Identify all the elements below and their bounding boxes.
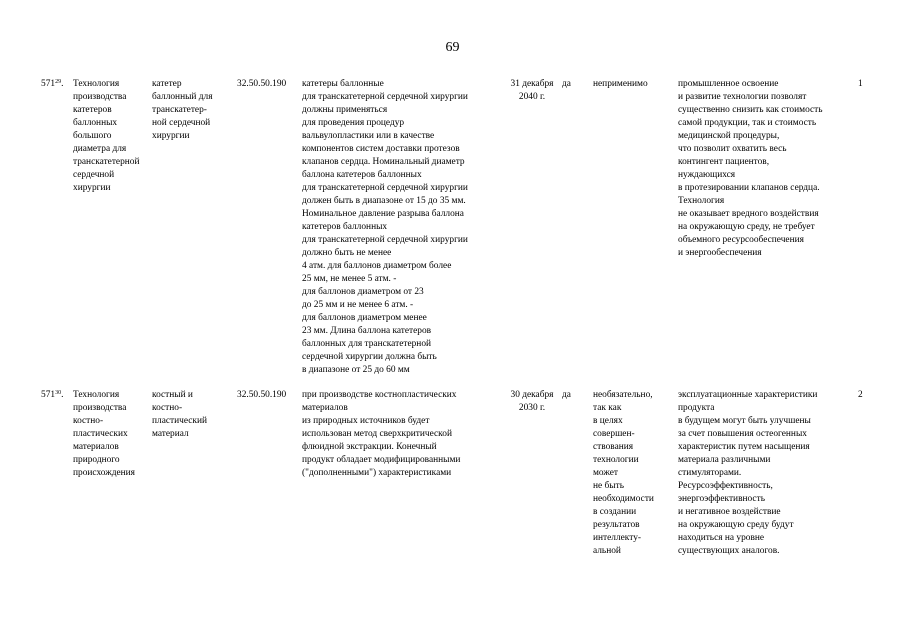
category-number: 1 [858,79,863,89]
product-name: костный и костно- пластический материал [152,390,207,439]
category-number: 2 [858,390,863,400]
product-code: 32.50.50.190 [237,79,287,89]
product-requirements: при производстве костнопластических материалов из природных источников будет использован метод сверхкритической флюидной экстракции. Конечный продукт обладает модифицированными ("дополненными") характеристиками [302,390,461,478]
ip-requirement: необязательно, так как в целях совершен- ствования технологии может не быть необходимости в создании результатов интеллекту- альной [593,390,654,556]
yes-flag: да [562,390,571,400]
product-requirements: катетеры баллонные для транскатетерной сердечной хирургии должны применяться для проведения процедур вальвулопластики или в качестве компонентов систем доставки протезов клапанов сердца. Номинальный диаметр баллона катетеров баллонных для транскатетерной сердечной хирургии должен быть в диапазоне от 15 до 35 мм. Номинальное давление разрыва баллона катетеров баллонных для транскатетерной сердечной хирургии должно быть не менее 4 атм. для баллонов диаметром более 25 мм, не менее 5 атм. - для баллонов диаметром от 23 до 25 мм и не менее 6 атм. - для баллонов диаметром менее 23 мм. Длина баллона катетеров баллонных для транскатетерной сердечной хирургии должна быть в диапазоне от 25 до 60 мм [302,79,468,375]
yes-flag: да [562,79,571,89]
ip-requirement: неприменимо [593,79,648,89]
product-name: катетер баллонный для транскатетер- ной сердечной хирургии [152,79,213,141]
product-code: 32.50.50.190 [237,390,287,400]
page-number: 69 [445,40,460,55]
row-number: $571^{30}$. [41,390,64,400]
effect-description: промышленное освоение и развитие технологии позволят существенно снизить как стоимость самой продукции, так и стоимость медицинской процедуры, что позволит охватить весь контингент пациентов, нуждающихся в протезировании клапанов сердца. Технология не оказывает вредного воздействия на окружающую среду, не требует объемного ресурсообеспечения и энергообеспечения [678,79,823,258]
technology-name: Технология производства костно- пластических материалов природного происхождения [73,390,135,478]
technology-name: Технология производства катетеров баллонных большого диаметра для транскатетерной сердечной хирургии [73,79,140,193]
deadline-date: 31 декабря 2040 г. [510,79,554,102]
effect-description: эксплуатационные характеристики продукта в будущем могут быть улучшены за счет повышения остеогенных характеристик путем насыщения материала различными стимуляторами. Ресурсоэффективность, энергоэффективность и негативное воздействие на окружающую среду будут находиться на уровне существующих аналогов. [678,390,818,556]
deadline-date: 30 декабря 2030 г. [510,390,554,413]
row-number: $571^{29}$. [41,79,64,89]
